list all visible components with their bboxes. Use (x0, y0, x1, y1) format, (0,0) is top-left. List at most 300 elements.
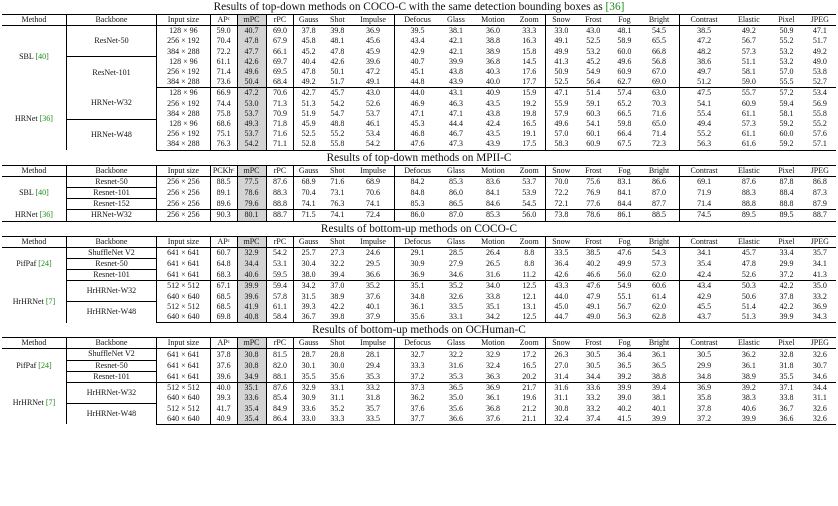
table-cell: 42.1 (448, 46, 463, 56)
table-cell: 43.0 (366, 88, 381, 98)
table-cell: 49.3 (237, 119, 266, 129)
table-cell: 24.6 (366, 248, 381, 258)
column-header: Impulse (352, 165, 395, 176)
table-row (2, 259, 836, 270)
table-cell: 15.9 (522, 88, 537, 98)
table-cell: 53.2 (586, 46, 601, 56)
table-cell: 55.2 (330, 129, 345, 139)
table-cell: 37.2 (769, 270, 803, 281)
column-header: Frost (577, 338, 609, 349)
table-cell: 36.8 (485, 56, 500, 66)
table-cell: 54.7 (330, 108, 345, 118)
table-cell: 55.1 (617, 291, 632, 301)
table-cell: 47.6 (586, 281, 601, 291)
table-cell: 54.1 (679, 99, 728, 109)
table-cell: 49.6 (237, 67, 266, 77)
table-row (2, 349, 836, 360)
table-cell: 51.7 (812, 36, 827, 46)
table-cell: 33.1 (330, 383, 345, 393)
table-cell: 88.7 (266, 210, 294, 221)
table-cell: 76.3 (323, 199, 352, 210)
column-header: Shot (323, 165, 352, 176)
table-cell: 45.7 (330, 88, 345, 98)
table-cell: 35.3 (352, 371, 395, 382)
table-cell: 88.8 (266, 199, 294, 210)
table-cell: 51.4 (741, 301, 756, 311)
table-cell: 58.1 (741, 67, 756, 77)
table-cell: 40.2 (617, 403, 632, 413)
table-cell: 42.4 (679, 270, 728, 281)
table-cell: 35.4 (237, 414, 266, 425)
table-cell: 47.3 (440, 139, 472, 150)
table-cell: 88.1 (266, 371, 294, 382)
table-cell: 30.8 (237, 360, 266, 371)
table-cell: 39.4 (652, 383, 667, 393)
table-cell: 55.8 (323, 139, 352, 150)
table-cell: 88.3 (266, 188, 294, 199)
method-citation: [40] (35, 188, 49, 198)
table-cell: 57.9 (545, 109, 577, 119)
table-cell: 62.0 (639, 270, 679, 281)
table-cell: 36.5 (617, 360, 632, 370)
table-cell: 89.6 (210, 199, 237, 210)
table-cell: 59.2 (779, 119, 794, 129)
table-cell: 61.6 (729, 139, 770, 150)
column-header: Bright (639, 15, 679, 26)
table-cell: 33.5 (545, 247, 577, 258)
table-cell: 70.6 (366, 188, 381, 198)
table-cell: 70.6 (266, 88, 294, 99)
table-cell: 36.7 (294, 312, 323, 323)
table-cell: 34.6 (440, 270, 472, 281)
column-header: Pixel (769, 15, 803, 26)
table-cell: 87.8 (779, 177, 794, 187)
table-cell: 39.3 (210, 393, 237, 403)
table-cell: 30.9 (395, 259, 440, 270)
table-cell: 59.1 (586, 98, 601, 108)
table-cell: 39.3 (294, 302, 323, 312)
table-cell: 54.2 (237, 139, 266, 150)
table-cell: 87.0 (652, 188, 667, 198)
table-cell: 53.2 (779, 56, 794, 66)
table-cell: 33.2 (812, 291, 827, 301)
table-cell: 85.3 (472, 210, 514, 221)
backbone-name: ShuffleNet V2 (66, 349, 156, 360)
table-cell: 41.9 (237, 302, 266, 312)
method-name (2, 247, 66, 281)
table-cell: 32.9 (237, 247, 266, 258)
table-cell: 87.3 (812, 188, 827, 198)
table-cell: 43.8 (485, 108, 500, 118)
method-citation: [36] (39, 210, 53, 220)
table-cell: 70.4 (210, 36, 237, 46)
table-cell: 35.4 (237, 404, 266, 414)
table-cell: 36.4 (617, 349, 632, 359)
column-header: Glass (440, 165, 472, 176)
table-cell: 53.9 (522, 188, 537, 198)
table-cell: 30.5 (679, 349, 728, 360)
table-cell: 49.9 (545, 47, 577, 57)
table-cell: 78.6 (577, 210, 609, 221)
table-cell: 40.0 (472, 77, 514, 88)
column-header: Gauss (294, 338, 323, 349)
table-cell: 52.5 (545, 77, 577, 88)
table-cell: 35.1 (237, 383, 266, 394)
table-cell: 16.3 (522, 36, 537, 46)
column-header: rPC (266, 165, 294, 176)
table-cell: 42.2 (330, 301, 345, 311)
table-cell: 256 × 192 (157, 129, 211, 139)
table-cell: 55.2 (679, 129, 728, 139)
table-cell: 37.7 (395, 414, 440, 425)
table-cell: 71.6 (330, 177, 345, 187)
table-cell: 34.1 (679, 247, 728, 258)
table-cell: 46.6 (577, 270, 609, 281)
table-cell: 56.0 (609, 270, 639, 281)
table-cell: 48.2 (679, 47, 728, 57)
table-cell: 28.8 (330, 349, 345, 359)
table-cell: 27.0 (545, 360, 577, 371)
table-cell: 30.5 (586, 360, 601, 370)
column-header: APᶜ (210, 15, 237, 26)
results-section (0, 323, 838, 425)
table-cell: 53.2 (779, 46, 794, 56)
table-cell: 35.1 (485, 301, 500, 311)
column-header: Motion (472, 338, 514, 349)
column-header: Fog (609, 338, 639, 349)
table-cell: 256 × 192 (157, 36, 211, 46)
table-cell: 49.2 (294, 77, 323, 88)
table-cell: 31.4 (545, 371, 577, 382)
method-name (2, 26, 66, 88)
table-cell: 55.7 (741, 88, 756, 98)
table-cell: 60.6 (652, 281, 667, 291)
column-header: Fog (609, 15, 639, 26)
table-cell: 70.0 (545, 176, 577, 187)
table-cell: 59.5 (266, 270, 294, 281)
table-cell: 69.5 (266, 67, 294, 77)
table-cell: 56.4 (577, 77, 609, 88)
table-cell: 31.1 (330, 393, 345, 403)
table-cell: 42.4 (485, 119, 500, 129)
results-table (2, 236, 836, 324)
table-cell: 14.5 (522, 56, 537, 66)
table-cell: 47.1 (812, 26, 827, 36)
table-cell: 42.2 (779, 301, 794, 311)
table-cell: 29.5 (366, 259, 381, 269)
table-cell: 57.4 (617, 88, 632, 98)
table-cell: 40.9 (210, 414, 237, 425)
method-name (2, 176, 66, 210)
backbone-name: Resnet-152 (66, 199, 156, 210)
table-cell: 51.7 (323, 77, 352, 88)
method-group (2, 247, 836, 281)
table-cell: 36.7 (779, 403, 794, 413)
table-cell: 36.3 (472, 371, 514, 382)
table-cell: 69.8 (210, 312, 237, 323)
table-cell: 84.1 (485, 188, 500, 198)
table-cell: 37.1 (779, 383, 794, 393)
column-header: Fog (609, 165, 639, 176)
table-row (2, 199, 836, 210)
table-cell: 35.2 (448, 281, 463, 291)
table-cell: 37.8 (779, 291, 794, 301)
table-cell: 63.0 (652, 88, 667, 98)
method-group (2, 349, 836, 383)
table-cell: 57.3 (741, 119, 756, 129)
table-cell: 31.1 (545, 393, 577, 403)
table-cell: 51.2 (679, 77, 728, 88)
table-cell: 512 × 512 (157, 302, 211, 312)
table-cell: 16.5 (522, 360, 537, 370)
table-cell: 33.6 (237, 393, 266, 403)
backbone-name: Resnet-101 (66, 371, 156, 382)
table-cell: 12.5 (522, 281, 537, 291)
method-citation: [7] (45, 398, 56, 408)
table-cell: 49.1 (352, 77, 395, 88)
table-cell: 128 × 96 (157, 57, 211, 67)
table-cell: 60.0 (617, 46, 632, 56)
table-cell: 19.1 (522, 129, 537, 139)
table-cell: 47.8 (237, 36, 266, 46)
column-header: Frost (577, 15, 609, 26)
table-cell: 20.2 (514, 371, 545, 382)
table-cell: 48.1 (330, 36, 345, 46)
table-cell: 28.5 (448, 248, 463, 258)
column-header: Backbone (66, 236, 156, 247)
table-cell: 35.2 (330, 403, 345, 413)
table-cell: 67.5 (609, 139, 639, 150)
table-cell: 31.6 (448, 360, 463, 370)
method-label: PifPaf (16, 360, 37, 370)
table-cell: 42.6 (330, 56, 345, 66)
table-cell: 87.0 (440, 210, 472, 221)
method-group (2, 383, 836, 425)
table-cell: 56.9 (812, 98, 827, 108)
table-cell: 36.6 (769, 414, 803, 425)
table-cell: 49.6 (545, 119, 577, 129)
table-cell: 47.2 (679, 36, 728, 46)
table-cell: 75.8 (210, 109, 237, 119)
table-cell: 36.6 (440, 414, 472, 425)
column-header: Bright (639, 165, 679, 176)
table-row (2, 57, 836, 67)
table-cell: 13.1 (522, 301, 537, 311)
column-header: Method (2, 338, 66, 349)
column-header: Input size (157, 15, 211, 26)
table-cell: 46.7 (448, 129, 463, 139)
table-cell: 59.4 (779, 98, 794, 108)
table-cell: 641 × 641 (157, 259, 211, 270)
table-cell: 54.9 (617, 281, 632, 291)
table-cell: 47.8 (330, 46, 345, 56)
table-cell: 40.7 (395, 57, 440, 67)
table-cell: 86.0 (448, 188, 463, 198)
table-cell: 33.3 (522, 26, 537, 36)
table-cell: 60.3 (586, 108, 601, 118)
table-cell: 69.7 (266, 57, 294, 67)
table-cell: 41.7 (210, 404, 237, 414)
results-table (2, 165, 836, 222)
table-cell: 40.2 (586, 259, 601, 269)
table-cell: 32.9 (294, 383, 323, 394)
results-table (2, 337, 836, 425)
table-cell: 54.2 (266, 247, 294, 258)
section-title (0, 151, 838, 165)
table-cell: 47.5 (679, 88, 728, 99)
table-cell: 39.4 (323, 270, 352, 281)
table-cell: 36.9 (679, 383, 728, 394)
table-cell: 33.2 (366, 383, 381, 393)
table-cell: 34.9 (237, 371, 266, 382)
table-cell: 32.9 (485, 349, 500, 359)
table-cell: 256 × 192 (157, 67, 211, 77)
table-cell: 47.2 (366, 67, 381, 77)
table-cell: 55.2 (779, 36, 794, 46)
column-header: JPEG (804, 15, 836, 26)
column-header: Zoom (514, 15, 545, 26)
table-cell: 19.8 (522, 108, 537, 118)
table-cell: 45.9 (366, 46, 381, 56)
table-cell: 44.7 (545, 312, 577, 323)
table-cell: 51.4 (586, 88, 601, 98)
column-header: Contrast (679, 236, 728, 247)
column-header: Backbone (66, 165, 156, 176)
table-cell: 50.1 (330, 67, 345, 77)
table-cell: 36.8 (485, 403, 500, 413)
table-cell: 256 × 256 (157, 188, 211, 199)
method-citation: [7] (45, 296, 56, 306)
header-row (2, 236, 836, 247)
table-cell: 12.1 (522, 291, 537, 301)
table-cell: 53.7 (366, 108, 381, 118)
table-cell: 54.9 (586, 67, 601, 77)
table-row (2, 26, 836, 37)
column-header: rPC (266, 15, 294, 26)
table-cell: 35.0 (812, 281, 827, 291)
table-cell: 88.8 (769, 199, 803, 210)
table-cell: 46.9 (395, 99, 440, 109)
column-header: Method (2, 15, 66, 26)
column-header: Gauss (294, 165, 323, 176)
table-cell: 84.6 (472, 199, 514, 210)
table-cell: 88.4 (779, 188, 794, 198)
table-cell: 33.3 (395, 360, 440, 371)
table-cell: 61.1 (741, 129, 756, 139)
column-header: JPEG (804, 338, 836, 349)
table-cell: 84.1 (617, 188, 632, 198)
table-cell: 66.5 (617, 108, 632, 118)
column-header: Snow (545, 165, 577, 176)
table-cell: 59.0 (210, 26, 237, 37)
table-cell: 44.0 (395, 88, 440, 99)
table-cell: 50.9 (779, 26, 794, 36)
table-cell: 33.5 (352, 414, 395, 425)
column-header: Method (2, 236, 66, 247)
table-cell: 32.2 (330, 259, 345, 269)
table-cell: 256 × 192 (157, 99, 211, 109)
table-cell: 59.2 (769, 139, 803, 150)
table-row (2, 404, 836, 414)
column-header: Motion (472, 236, 514, 247)
column-header: mPC (237, 15, 266, 26)
table-cell: 38.1 (652, 393, 667, 403)
table-cell: 38.9 (485, 46, 500, 56)
table-cell: 31.5 (294, 292, 323, 302)
table-cell: 40.8 (237, 312, 266, 323)
table-cell: 71.8 (266, 119, 294, 129)
table-cell: 26.5 (485, 259, 500, 269)
table-cell: 35.2 (366, 281, 381, 291)
table-cell: 39.9 (448, 56, 463, 66)
table-cell: 640 × 640 (157, 292, 211, 302)
table-cell: 43.5 (485, 98, 500, 108)
table-cell: 68.4 (266, 77, 294, 88)
table-cell: 62.8 (639, 312, 679, 323)
table-cell: 47.1 (395, 109, 440, 119)
column-header: Defocus (395, 338, 440, 349)
table-cell: 49.0 (812, 56, 827, 66)
table-cell: 89.1 (210, 188, 237, 199)
table-cell: 66.1 (266, 47, 294, 57)
table-cell: 57.2 (779, 88, 794, 98)
table-cell: 641 × 641 (157, 270, 211, 281)
table-row (2, 270, 836, 281)
table-cell: 33.0 (294, 414, 323, 425)
column-header: Defocus (395, 15, 440, 26)
table-cell: 71.4 (210, 67, 237, 77)
table-cell: 17.2 (522, 349, 537, 359)
table-row (2, 360, 836, 371)
table-cell: 32.4 (485, 360, 500, 370)
table-cell: 44.4 (448, 119, 463, 129)
column-header: Impulse (352, 15, 395, 26)
column-header: Method (2, 165, 66, 176)
table-cell: 512 × 512 (157, 383, 211, 394)
table-cell: 51.1 (741, 56, 756, 66)
table-cell: 384 × 288 (157, 109, 211, 119)
table-cell: 35.7 (366, 403, 381, 413)
table-cell: 71.9 (679, 188, 728, 199)
table-cell: 39.9 (729, 414, 770, 425)
table-cell: 36.4 (545, 259, 577, 270)
table-cell: 65.5 (652, 36, 667, 46)
table-cell: 58.3 (545, 139, 577, 150)
table-cell: 71.4 (679, 199, 728, 210)
table-cell: 36.2 (395, 393, 440, 403)
table-cell: 71.6 (652, 108, 667, 118)
table-cell: 69.0 (266, 26, 294, 37)
method-group (2, 26, 836, 88)
table-cell: 56.3 (609, 312, 639, 323)
table-cell: 32.8 (779, 349, 794, 359)
table-cell: 12.5 (514, 312, 545, 323)
table-cell: 30.5 (586, 349, 601, 359)
table-cell: 128 × 96 (157, 26, 211, 37)
table-cell: 29.9 (779, 259, 794, 269)
table-cell: 33.6 (294, 404, 323, 414)
table-cell: 84.2 (395, 176, 440, 187)
table-row (2, 119, 836, 129)
column-header: Input size (157, 236, 211, 247)
table-cell: 35.5 (769, 371, 803, 382)
column-header: JPEG (804, 165, 836, 176)
table-cell: 30.4 (294, 259, 323, 270)
table-cell: 84.8 (395, 188, 440, 199)
table-cell: 64.8 (210, 259, 237, 270)
table-cell: 36.1 (652, 349, 667, 359)
table-cell: 128 × 96 (157, 119, 211, 129)
